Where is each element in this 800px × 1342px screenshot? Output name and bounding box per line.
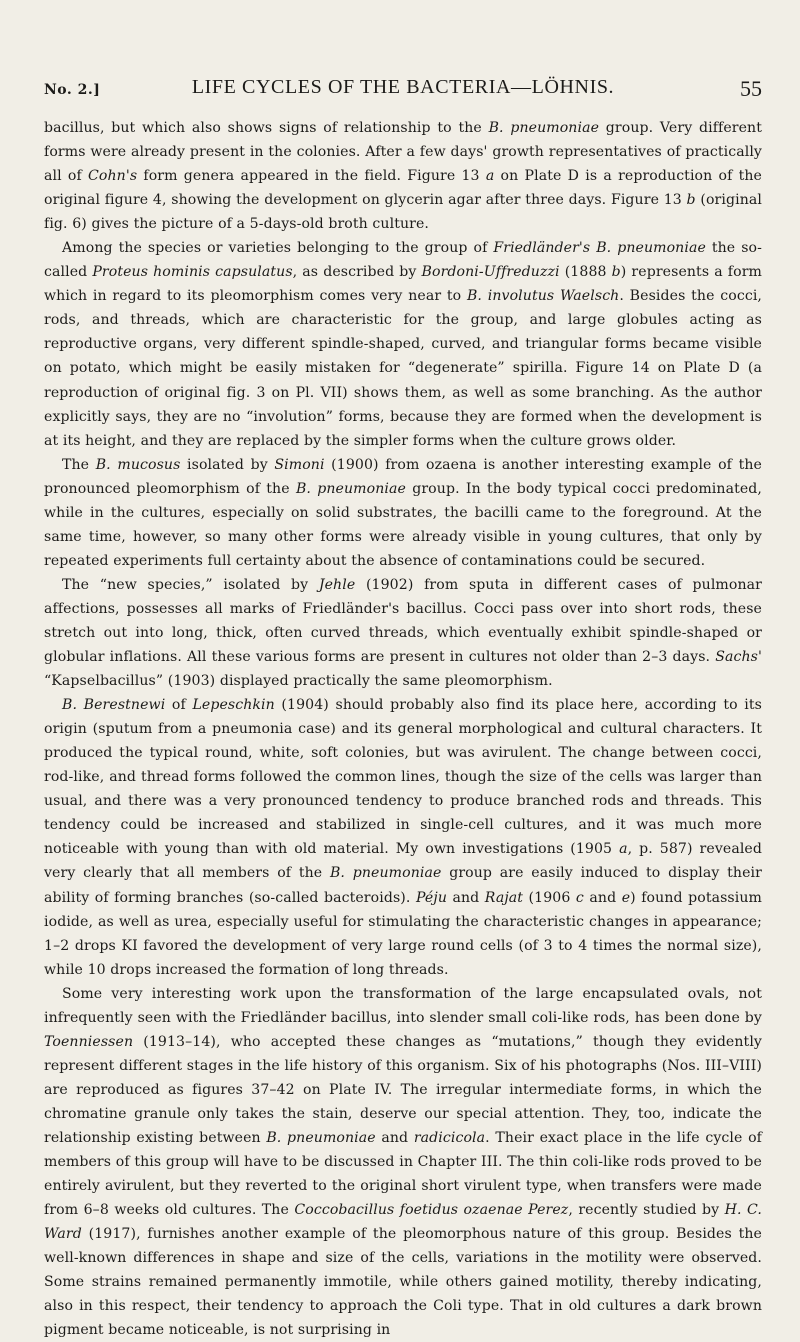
issue-number: No. 2.] (44, 82, 101, 98)
italic-run: Jehle (318, 576, 356, 593)
text-run: , as described by (292, 264, 422, 281)
text-run: . Their exact place in the life cycle of members of this group will have to be discussed in Chapter III. The thin coli-like rods proved to be entirely avirulent, but they reverted to the original short virulent type, when transfers were made from 6–8 weeks old cultures. The (44, 1129, 762, 1219)
text-run: of (165, 697, 193, 714)
text-run: ) found potassium iodide, as well as urea, especially useful for stimulating the characteristic changes in appearance; 1–2 drops KI favored the development of very large round cells (of 3 to 4 times the normal size), while 10 drops increased the formation of long threads. (44, 889, 762, 978)
italic-run: a (619, 841, 628, 858)
text-run: bacillus, but which also shows signs of relationship to the (44, 120, 489, 136)
text-run: isolated by (180, 456, 275, 473)
text-run: , recently studied by (568, 1202, 725, 1219)
italic-run: B. pneumoniae (488, 120, 600, 136)
text-run: (1900) from ozaena is another interesting example of the pronounced pleomorphism of the (44, 456, 762, 497)
text-run: the so-called (44, 240, 762, 281)
paragraph-p4 (44, 573, 762, 693)
italic-run: Toenniessen (44, 1033, 134, 1050)
text-run: (1888 (559, 264, 612, 281)
page-number: 55 (740, 76, 762, 101)
text-run: group. In the body typical cocci predominated, while in the cultures, especially on solid substrates, the bacilli came to the foreground. At the same time, however, so many other forms were already visible in young cultures, that only by repeated experiments full certainty about the absence of contaminations could be secured. (44, 480, 762, 569)
italic-run: e (621, 889, 631, 906)
italic-run: Sachs' (715, 649, 762, 666)
text-run: ) represents a form which in regard to its pleomorphism comes very near to (44, 264, 762, 305)
italic-run: Proteus hominis capsulatus (92, 264, 293, 281)
italic-run: c (575, 889, 584, 906)
text-run: , p. 587) revealed very clearly that all members of the (44, 841, 762, 882)
text-run: The (62, 456, 96, 473)
paragraph-p5 (44, 693, 762, 982)
italic-run: B. mucosus (95, 456, 181, 473)
paragraph-p3 (44, 453, 762, 573)
text-run: Among the species or varieties belonging to the group of (62, 240, 494, 257)
italic-run: radicicola (413, 1129, 486, 1146)
text-run: and (375, 1129, 414, 1146)
text-run: (1902) from sputa in different cases of pulmonar affections, possesses all marks of Friedländer's bacillus. Cocci pass over into short rods, these stretch out into long, thick, often curved threads, which eventually exhibit spindle-shaped or globular inflations. All these various forms are present in cultures not older than 2–3 days. (44, 576, 762, 666)
italic-run: a (485, 168, 495, 185)
text-run: on Plate D is a reproduction of the original figure 4, showing the development on glycerin agar after three days. Figure 13 (44, 168, 762, 209)
text-run: (original fig. 6) gives the picture of a 5-days-old broth culture. (44, 192, 762, 233)
text-run: (1917), furnishes another example of the pleomorphous nature of this group. Besides the well-known differences in shape and size of the cells, variations in the motility were observed. Some strains remained permanently immotile, while others gained motility, thereby indicating, also in this respect, their tendency to approach the Coli type. That in old cultures a dark brown pigment became noticeable, is not surprising in (44, 1226, 762, 1339)
text-run: form genera appeared in the field. Figure 13 (137, 168, 486, 185)
text-run: Some very interesting work upon the transformation of the large encapsulated ovals, not infrequently seen with the Friedländer bacillus, into slender small coli-like rods, has been done by (44, 985, 762, 1026)
text-run: (1913–14), who accepted these changes as “mutations,” though they evidently represent different stages in the life history of this organism. Six of his photographs (Nos. III–VIII) are reproduced as figures 37–42 on Plate IV. The irregular intermediate forms, in which the chromatine granule only takes the stain, deserve our special attention. They, too, indicate the relationship existing between (44, 1033, 762, 1146)
italic-run: Lepeschkin (192, 697, 275, 714)
text-run: group are easily induced to display their ability of forming branches (so-called bacteroids). (44, 865, 762, 906)
text-run: “Kapselbacillus” (1903) displayed practically the same pleomorphism. (44, 673, 553, 690)
italic-run: b (686, 192, 696, 209)
running-title: LIFE CYCLES OF THE BACTERIA—LÖHNIS. (191, 76, 615, 98)
text-run: (1906 (523, 889, 576, 906)
text-run: (1904) should probably also find its place here, according to its origin (sputum from a pneumonia case) and its general morphological and cultural characters. It produced the typical round, white, soft colonies, but was avirulent. The change between cocci, rod-like, and thread forms followed the common lines, though the size of the cells was larger than usual, and there was a very pronounced tendency to produce branched rods and threads. This tendency could be increased and stabilized in single-cell cultures, and it was much more noticeable with young than with old material. My own investigations (1905 (44, 697, 763, 858)
italic-run: B. pneumoniae (266, 1129, 376, 1146)
paragraph-p2 (44, 236, 762, 452)
body-text (44, 116, 762, 1342)
italic-run: Cohn's (88, 168, 138, 185)
text-run: The “new species,” isolated by (62, 576, 319, 593)
italic-run: Simoni (274, 456, 325, 473)
italic-run: B. involutus Waelsch (466, 288, 620, 305)
italic-run: H. C. Ward (44, 1202, 763, 1243)
paragraph-p1 (44, 116, 762, 236)
italic-run: Bordoni-Uffreduzzi (421, 264, 560, 281)
italic-run: Coccobacillus foetidus ozaenae Perez (294, 1202, 569, 1219)
text-run: group. Very different forms were already present in the colonies. After a few days' growth representatives of practically all of (44, 120, 763, 185)
italic-run: B. Berestnewi (62, 697, 166, 714)
italic-run: Friedländer's B. pneumoniae (493, 240, 706, 257)
text-run: and (447, 889, 485, 906)
italic-run: B. pneumoniae (329, 865, 442, 882)
italic-run: B. pneumoniae (295, 480, 406, 497)
italic-run: Rajat (484, 889, 524, 906)
italic-run: Péju (415, 889, 447, 906)
running-header (44, 76, 762, 106)
italic-run: b (611, 264, 621, 281)
paragraph-p6 (44, 982, 762, 1342)
text-run: . Besides the cocci, rods, and threads, which are characteristic for the group, and large globules acting as reproductive organs, very different spindle-shaped, curved, and triangular forms became visible on potato, which might be easily mistaken for “degenerate” spirilla. Figure 14 on Plate D (a reproduction of original fig. 3 on Pl. VII) shows them, as well as some branching. As the author explicitly says, they are no “involution” forms, because they are formed when the development is at its height, and they are replaced by the simpler forms when the culture grows older. (44, 288, 763, 449)
text-run: and (583, 889, 622, 906)
